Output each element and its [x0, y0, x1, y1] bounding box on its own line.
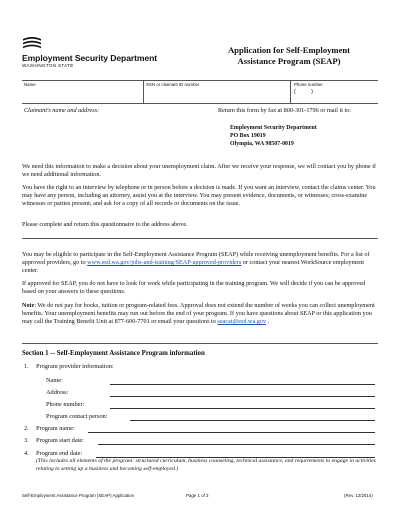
id-row-divider-1: [143, 80, 144, 103]
question-4-number: 4.: [24, 450, 29, 457]
provider-contact-label: Program contact person:: [46, 413, 108, 420]
question-3-number: 3.: [24, 437, 29, 444]
name-field-label: Name: [24, 82, 36, 87]
provider-phone-label: Phone number:: [46, 401, 85, 408]
id-row-divider-2: [290, 80, 291, 103]
intro-paragraph-1: We need this information to make a decision about your unemployment claim. After we receive your response, we will contact you by phone if we need additional information.: [22, 163, 376, 179]
intro-paragraph-2: You have the right to an interview by telephone or in person before a decision is made. If you want an interview, contact the claims center. You may have any person, including an attorney, assist you at the interview. You may present evidence, documents, or witnesses; cross-examine witnesses or parties present; and ask for a copy of all records or documents on the issue.: [22, 184, 376, 208]
eligibility-text: You may be eligible to participate in the Self-Employment Assistance Program (SEAP) while receiving unemployment benefits. For a list of approved providers, go to: [22, 251, 370, 267]
id-row-top-border: [22, 80, 378, 81]
eligibility-paragraph-2: If approved for SEAP, you do not have to look for work while participating in the training program. We will decide if you can be approved based on your answers to these questions.: [22, 280, 366, 296]
ssn-field[interactable]: [145, 88, 289, 102]
section-1-title: Section 1 -- Self-Employment Assistance Program information: [22, 350, 205, 357]
note-label: Note: [22, 302, 35, 309]
form-title-line2: Assistance Program (SEAP): [237, 56, 341, 66]
org-name: Employment Security Department: [22, 53, 158, 63]
provider-contact-input[interactable]: [130, 420, 375, 421]
question-1-label: Program provider information:: [36, 363, 114, 370]
provider-address-input[interactable]: [110, 396, 375, 397]
org-state: WASHINGTON STATE: [22, 63, 74, 68]
question-1-number: 1.: [24, 363, 29, 370]
name-field[interactable]: [23, 88, 142, 102]
mailing-dept-name: Employment Security Department: [230, 125, 317, 131]
mailing-po-box: PO Box 19019: [230, 133, 266, 139]
question-4-label: Program end date:: [36, 450, 83, 457]
claimant-address-field[interactable]: [22, 116, 200, 158]
section-divider-2: [22, 343, 378, 344]
eligibility-text-end: or contact your nearest WorkSource employment center.: [22, 259, 364, 275]
note-text-end: .: [266, 318, 270, 326]
program-name-input[interactable]: [88, 432, 375, 433]
provider-phone-input[interactable]: [110, 408, 375, 409]
question-2-label: Program name:: [36, 425, 75, 432]
phone-field[interactable]: ( ): [294, 89, 313, 95]
esd-logo: [22, 36, 42, 50]
claimant-address-label: Claimant's name and address:: [24, 107, 100, 114]
section-divider-1: [22, 238, 378, 239]
eligibility-paragraph-1: [22, 251, 378, 275]
intro-paragraph-3: Please complete and return this questionnaire to the address above.: [22, 221, 188, 228]
footer-revision: (Rev. 12/2014): [344, 493, 373, 498]
provider-name-label: Name:: [46, 377, 63, 384]
question-2-number: 2.: [24, 425, 29, 432]
question-4-note: (This includes all elements of the program: structured curriculum, business counseling, technical assistance, and requirements to engage in activities relating to setting up a business and becoming self-employed.): [36, 458, 376, 472]
return-instructions: Return this form by fax at 800-301-1796 or mail it to:: [218, 107, 352, 114]
seap-providers-link[interactable]: www.esd.wa.gov/jobs-and-training/SEAP-approved-providers: [87, 259, 242, 267]
form-title: [200, 45, 378, 67]
provider-name-input[interactable]: [110, 384, 375, 385]
mailing-city-line: Olympia, WA 98507-0019: [230, 141, 294, 147]
footer-page-number: Page 1 of 3: [186, 493, 209, 498]
footer-form-name: Self-Employment Assistance Program (SEAP) Application: [22, 493, 135, 498]
note-paragraph: [22, 302, 378, 326]
id-row-bottom-border: [22, 103, 378, 104]
question-3-label: Program start date:: [36, 437, 84, 444]
program-start-date-input[interactable]: [98, 444, 375, 445]
provider-address-label: Address:: [46, 389, 69, 396]
esd-logo-mark-icon: [22, 36, 42, 50]
phone-field-label: Phone number: [294, 82, 323, 87]
seacat-email-link[interactable]: seacat@esd.wa.gov: [217, 318, 267, 326]
ssn-field-label: SSN or claimant ID number: [146, 82, 200, 87]
form-title-line1: Application for Self-Employment: [227, 45, 351, 55]
mailing-address: [230, 124, 317, 148]
note-text: : We do not pay for books, tuition or program-related fees. Approval does not extend the number of weeks you can collect unemployment benefits. Your unemployment benefits may run out before the end of your program. If you have questions about SEAP or this application you may call the Training Benefit Unit at 877-600-7701 or email your questions to: [22, 302, 375, 326]
